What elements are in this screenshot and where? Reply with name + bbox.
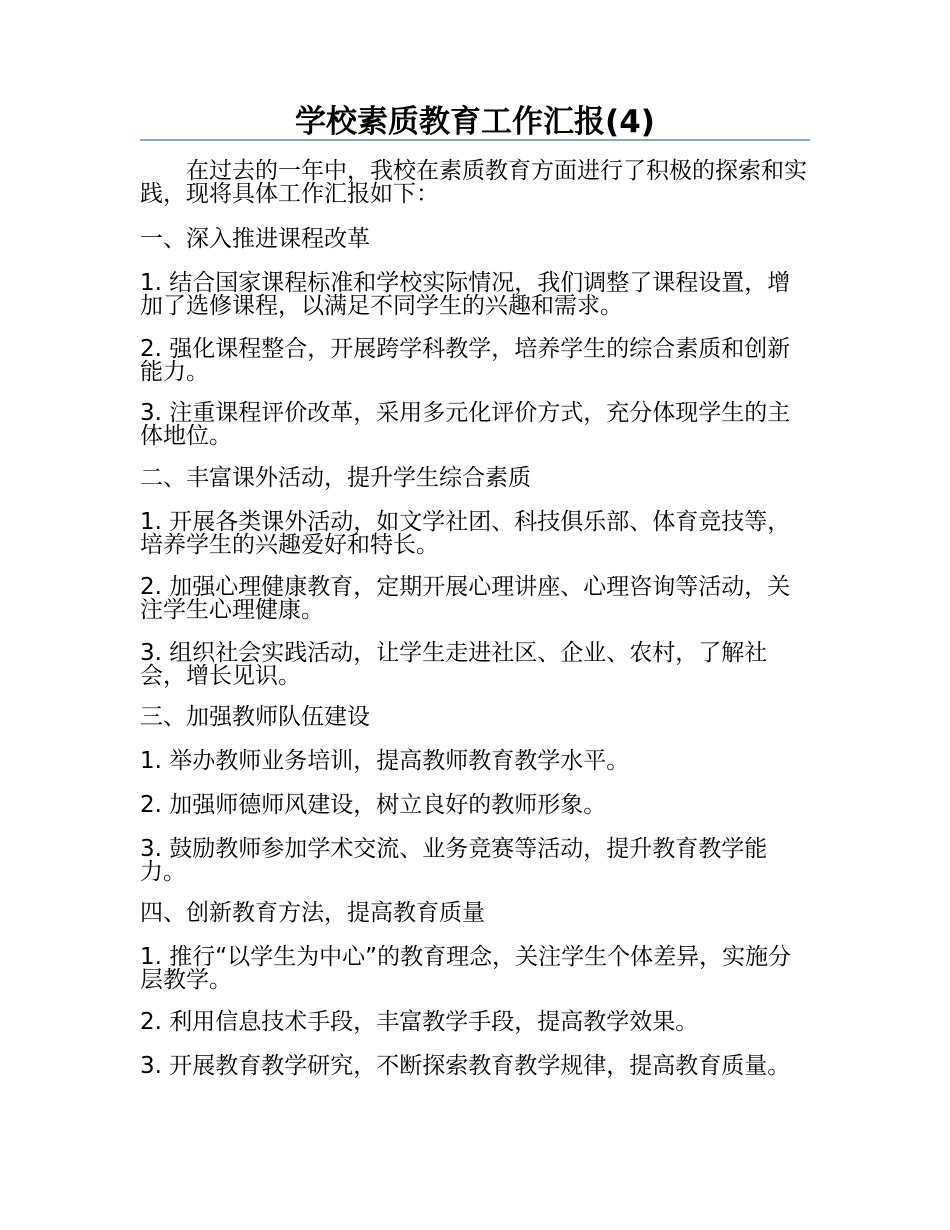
list-item: 1. 推行“以学生为中心”的教育理念，关注学生个体差异，实施分层教学。 xyxy=(140,944,792,993)
section-heading-3: 三、加强教师队伍建设 xyxy=(140,704,370,730)
list-item: 2. 加强心理健康教育，定期开展心理讲座、心理咨询等活动，关注学生心理健康。 xyxy=(140,574,791,623)
list-item: 3. 开展教育教学研究，不断探索教育教学规律，提高教育质量。 xyxy=(140,1053,791,1079)
section-heading-2: 二、丰富课外活动，提升学生综合素质 xyxy=(140,465,531,491)
list-item: 3. 鼓励教师参加学术交流、业务竞赛等活动，提升教育教学能力。 xyxy=(140,836,768,885)
list-item: 2. 强化课程整合，开展跨学科教学，培养学生的综合素质和创新能力。 xyxy=(140,336,791,385)
title-underline xyxy=(140,139,810,141)
list-item: 2. 加强师德师风建设，树立良好的教师形象。 xyxy=(140,792,607,818)
list-item: 1. 举办教师业务培训，提高教师教育教学水平。 xyxy=(140,748,630,774)
section-heading-4: 四、创新教育方法，提高教育质量 xyxy=(140,900,485,926)
list-item: 1. 开展各类课外活动，如文学社团、科技俱乐部、体育竞技等，培养学生的兴趣爱好和特长。 xyxy=(140,509,791,558)
intro-paragraph: 在过去的一年中，我校在素质教育方面进行了积极的探索和实践，现将具体工作汇报如下： xyxy=(140,158,807,207)
document-title: 学校素质教育工作汇报(4) xyxy=(295,104,655,140)
list-item: 1. 结合国家课程标准和学校实际情况，我们调整了课程设置，增加了选修课程，以满足不同学生的兴趣和需求。 xyxy=(140,270,791,319)
section-heading-1: 一、深入推进课程改革 xyxy=(140,226,370,252)
list-item: 2. 利用信息技术手段，丰富教学手段，提高教学效果。 xyxy=(140,1009,699,1035)
list-item: 3. 注重课程评价改革，采用多元化评价方式，充分体现学生的主体地位。 xyxy=(140,400,791,449)
list-item: 3. 组织社会实践活动，让学生走进社区、企业、农村，了解社会，增长见识。 xyxy=(140,640,768,689)
